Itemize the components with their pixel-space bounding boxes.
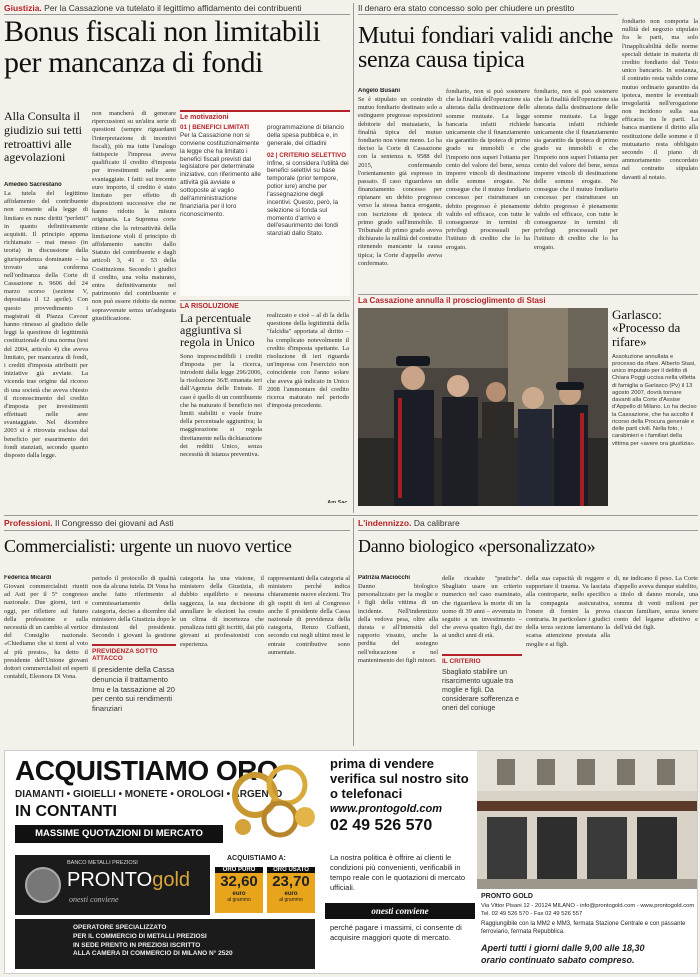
ad-headline: ACQUISTIAMO ORO [15, 755, 279, 786]
photo-caption [612, 308, 698, 508]
box-item-text: Per la Cassazione non si conviene costituzionalmente la legge che ha limitato i benefici fiscali previsti dal legislatore per determinate iniziative, con riferimento alle attività già avviate e sottoposte al vaglio dell'amministrazione finanziaria per il loro riconoscimento. [180, 132, 261, 218]
article-column [4, 182, 88, 500]
ad-banner: onesti conviene [325, 903, 475, 919]
article-column [268, 575, 350, 743]
box-text: Il presidente della Cassa denuncia il trattamento Imu e la tassazione al 20 per cento sui rendimenti finanziari [92, 665, 175, 713]
body-text: Danno biologico personalizzato per la moglie e i figli della vittima di un incidente. Nell'indennizzo della vedova pesa, oltre alla durata e all'intensità del rapporto vissuto, anche la perdita del sostegno nell'educazione e nel mantenimento dei figli minori. [358, 583, 438, 664]
article-kicker: L'indennizzo. Da calibrare [358, 518, 460, 528]
body-text: Se è stipulato un contratto di mutuo fondiario destinato solo a estinguere pregresse esposizioni debitorie del mutuatario, la finalità tipica del mutuo fondiario non viene meno. Lo ha deciso la Corte di Cassazione con la sentenza n. 9588 del 2015, confermando l'orientamento già espresso in passato. Il caso riguardava un finanziamento concesso per ripianare un debito pregresso verso la stessa banca erogante, con iscrizione di ipoteca di primo grado sull'immobile. Il Tribunale di primo grado aveva dichiarato la nullità del contratto ritenendo mancante la causa tipica; la Corte d'appello aveva confermato. [358, 96, 442, 267]
body-text: rappresentanti della categoria al ministero perché indica chiaramente nuove elezioni. Tra gli ospiti di ieri al Congresso anche il presidente della Cassa nazionale di previdenza della categoria, Renzo Guffanti, secondo cui negli ultimi mesi le entrate contributive sono aumentate. [268, 575, 350, 656]
body-text: fondiario, non si può sostenere che la finalità dell'operazione sia alterata dalla destinazione delle somme mutuate. La legge bancaria infatti richiede unicamente che il finanziamento sia garantito da ipoteca di primo grado su immobili e che l'importo non superi l'ottanta per cento del valore del bene, senza imporre vincoli di destinazione delle somme erogate. Ne consegue che il mutuo fondiario concesso per ristrutturare un debito pregresso è pienamente valido ed efficace, con tutte le conseguenze in termini di privilegi processuali per l'istituto di credito che lo ha erogato. [534, 88, 618, 251]
box-item-title: 02 | CRITERIO SELETTIVO [267, 151, 347, 159]
article-kicker: Professioni. Il Congresso dei giovani ad Asti [4, 518, 174, 528]
ad-quote-bar: MASSIME QUOTAZIONI DI MERCATO [15, 825, 223, 843]
article-column [358, 88, 442, 288]
box-heading: PREVIDENZA SOTTO ATTACCO [92, 644, 176, 662]
byline: Amedeo Sacrestano [4, 182, 62, 188]
prontogold-logo: BANCO METALLI PREZIOSI PRONTOgold onesti conviene [15, 855, 210, 915]
body-text: periodo il protocollo di qualità non da alcuna tutela. Di Vona ha anche fatto riferimento al commissariamento della categoria, deciso a dicembre dal ministero della Giustizia dopo le dimissioni del presidente. Secondo i giovani la gestione [92, 575, 176, 640]
headline-danno: Danno biologico «personalizzato» [358, 536, 596, 556]
article-column [526, 575, 610, 743]
section-label: LA RISOLUZIONE [180, 303, 239, 310]
headline-bonus: Bonus fiscali non limitabili per mancanza di fondi [4, 15, 321, 79]
body-text: fondiario, non si può sostenere che la finalità dell'operazione sia alterata dalla destinazione delle somme mutuate. La legge bancaria infatti richiede unicamente che il finanziamento sia garantito da ipoteca di primo grado su immobili e che l'importo non superi l'ottanta per cento del valore del bene, senza imporre vincoli di destinazione delle somme erogate. Ne consegue che il mutuo fondiario concesso per ristrutturare un debito pregresso è pienamente valido ed efficace, con tutte le conseguenze in termini di privilegi processuali per l'istituto di credito che lo ha erogato. [446, 88, 530, 251]
ad-address: Via Vittor Pisani 12 - 20124 MILANO - info@prontogold.com - www.prontogold.com [481, 903, 695, 909]
ad-phone: 02 49 526 570 [330, 817, 433, 834]
acquistiamo-label: ACQUISTIAMO A: [227, 855, 286, 862]
headline-mutui: Mutui fondiari validi anche senza causa tipica [358, 23, 614, 74]
ad-hours: Aperti tutti i giorni dalle 9,00 alle 18,30 [481, 943, 645, 953]
byline: Federica Micardi [4, 575, 52, 581]
ad-vendita-line: prima di vendere [330, 756, 435, 771]
body-text: della sua capacità di reggere e supportare il trauma. Va lasciata alla controparte, nello specifico la compagnia assicurativa, l'onere di fornire la prova contraria. In particolare i giudici della terza sezione lamentano la scarsa attenzione prestata alla moglie e ai figli. [526, 575, 610, 648]
article-kicker: Giustizia. Per la Cassazione va tutelato il legittimo affidamento dei contribuenti [4, 3, 302, 13]
article-kicker: Il denaro era stato concesso solo per chiudere un prestito [358, 3, 575, 13]
price-oro-usato: ORO USATO 23,70 euro al grammo [267, 867, 315, 913]
sidebar-headline: La percentuale aggiuntiva si regola in Unico [180, 311, 255, 350]
article-column [442, 575, 522, 743]
body-text: Giovani commercialisti riuniti ad Asti per il 5° congresso nazionale. Due giorni, ieri e oggi, per riflettere sul futuro della professione e sulla necessità di un cambio al vertice del Consiglio nazionale. «Chiediamo che si torni al voto al più presto», ha detto il presidente dell'Unione giovani dottori commercialisti ed esperti contabili, Eleonora Di Vona. [4, 583, 88, 681]
article-column [92, 110, 176, 500]
caption-title: Garlasco: «Processo da rifare» [612, 308, 681, 349]
box-item-text: Infine, si considera l'utilità dei benefici selettivi su base temporale (prior tempore, potior iure) anche per l'assegnazione degli incentivi. Questo, però, la selezione si fonda sul momento d'arrivo e dell'esaurimento dei fondi stanziati dallo Stato. [267, 159, 349, 238]
ad-hours-note: orario continuato sabato compreso. [481, 955, 635, 965]
ad-items: DIAMANTI • GIOIELLI • MONETE • OROLOGI • ARGENTO [15, 789, 283, 800]
body-text: fondiario non comporta la nullità del negozio stipulato fra le parti, ma solo l'inapplicabilità delle norme speciali dettate in materia di credito fondiario dal Testo unico bancario. In sostanza, il contratto resta valido come mutuo ordinario garantito da ipoteca, mentre le eventuali irregolarità nell'erogazione non incidono sulla sua efficacia tra le parti. La banca mantiene il diritto alla restituzione delle somme e il mutuatario resta obbligato secondo il piano di ammortamento concordato nel contratto stipulato davanti al notaio. [622, 18, 698, 181]
photo-kicker: La Cassazione annulla il proscioglimento di Stasi [358, 296, 546, 305]
ad-tagline: perché pagare i massimi, ci consente di acquisire maggiori quote di mercato. [330, 923, 462, 943]
ad-directions: Raggiungibile con la MM2 e MM3, fermata Stazione Centrale e con passante ferroviario, fermata Repubblica. [481, 921, 686, 935]
box-item-title: 01 | BENEFICI LIMITATI [180, 124, 250, 131]
courtroom-photo [358, 308, 608, 506]
box-heading: IL CRITERIO [442, 654, 522, 665]
byline: Patrizia Maciocchi [358, 575, 411, 581]
gold-jewelry-image [225, 755, 325, 847]
storefront-photo [477, 751, 698, 889]
sidebar-article [180, 303, 350, 503]
ad-site-link[interactable]: www.prontogold.com [330, 803, 443, 815]
article-column [622, 18, 698, 288]
headline-commercialisti: Commercialisti: urgente un nuovo vertice [4, 536, 292, 556]
article-column [180, 575, 264, 743]
operatore-box: OPERATORE SPECIALIZZATO PER IL COMMERCIO DI METALLI PREZIOSI IN SEDE PRENTO IN PREZIOSI ISCRITTO ALLA CAMERA DI COMMERCIO DI MILANO N° 2520 [15, 919, 315, 969]
prontogold-ad [4, 750, 698, 974]
body-text: Sono imprescindibili i crediti d'imposta per la ricerca, introdotti dalla legge 296/2006, la risoluzione 36/E emanata ieri dall'Agenzia delle Entrate. Il caso è quello di un contribuente che ha maturato il beneficio nei limiti stabiliti e vuole fruire della percentuale aggiuntiva; la maggiorazione si regola direttamente nella dichiarazione dei redditi Unico, senza necessità di istanza preventiva. [180, 352, 262, 458]
byline: Angelo Busani [358, 88, 401, 94]
caption-text: Assoluzione annullata e processo da rifare. Alberto Stasi, unico imputato per il delitto di Chiara Poggi uccisa nella villetta di famiglia a Garlasco (Pv) il 13 agosto 2007, dovrà tornare davanti alla Corte d'Assise d'Appello di Milano. Lo ha deciso la Cassazione, che ha accolto il ricorso della Procura generale e delle parti civili. Nella foto, i carabinieri e i familiari della vittima per «avere ora giustizia». [612, 353, 697, 447]
sidebar-box [180, 110, 350, 296]
box-text: Sbagliato stabilire un risarcimento uguale tra moglie e figli. Da considerare sofferenza e oneri del coniuge [442, 669, 519, 713]
body-text: non mancherà di generare ripercussioni su un'altra serie di questioni (sempre riguardanti l'interpretazione di incentivi fiscali), più ma tutte l'analogo fattispecie l'impresa aveva qualificato il credito d'imposta per investimenti nelle aree svantaggiate. I fatti: sui trecento euro importo, il credito è stato limitato per effetto di disposizioni successive che ne hanno ridotto la misura originaria. La Suprema corte ritiene che la retroattività della limitazione violi il principio di affidamento sancito dallo Statuto del contribuente e dagli articoli 3, 41 e 53 della Costituzione. Secondo i giudici il credito, una volta maturato, entra definitivamente nel patrimonio del contribuente e non può essere ridotto da norme sopravvenute senza un'adeguata giustificazione. [92, 110, 176, 322]
article-column [358, 575, 438, 743]
ad-tel: Tel. 02 49 526 570 - Fax 02 49 526 557 [481, 911, 583, 917]
article-column [446, 88, 530, 288]
ad-description: La nostra politica è offrire ai clienti le condizioni più convenienti, verificabili in tempo reale con le quotazioni di mercato ufficiali. [330, 853, 466, 893]
article-column [92, 575, 176, 743]
price-oro-puro: ORO PURO 32,60 euro al grammo [215, 867, 263, 913]
ad-vendita-line: o telefonaci [330, 785, 403, 801]
body-text: realizzato e cioè – al di la della questione della legittimità della "falcidia" apportata al diritto – ha complicato notevolmente il credito d'imposta spettante. La risoluzione di ieri riguarda un'impresa con l'esercizio non coincidente con l'anno solare che aveva già indicato in Unico 2008 l'ammontare del credito ricerca maturato nel periodo d'imposta precedente. [267, 312, 349, 410]
body-text: delle ricadute "pratiche". Sbagliato usare un criterio numerico nel caso esaminato, che riguardava la morte di un uomo di 39 anni – avvenuta in seguito a un investimento – che aveva quattro figli, dai tre ai undici anni di età. [442, 575, 522, 640]
logo-emblem [25, 867, 61, 903]
ad-cash: IN CONTANTI [15, 803, 117, 820]
body-text: di, ne indicano il peso. La Corte d'appello aveva dunque stabilito, a titolo di danno morale, una somma di venti milioni per ciascun familiare, senza tenere conto del legame affettivo e dell'età dei figli. [614, 575, 698, 632]
article-column [614, 575, 698, 743]
deck: Alla Consulta il giudizio sui tetti retroattivi alle agevolazioni [4, 109, 82, 165]
ad-store-name: PRONTO GOLD [481, 893, 533, 900]
body-text: categoria ha una visione, il ministero della Giustizia, di dubbio equilibrio e nessuna saggezza, la sua decisione di annullare le elezioni ha creato un clima di incertezza che penalizza tutti gli iscritti, dai più giovani ai professionisti con esperienza. [180, 575, 264, 648]
article-column [4, 575, 88, 743]
byline: Am.Sac. [327, 500, 349, 503]
box-item-text: programmazione di bilancio della spesa pubblica e, in generale, dei cittadini [267, 124, 345, 147]
ad-vendita-line: verifica sul nostro sito [330, 770, 469, 786]
body-text: La tutela del legittimo affidamento del contribuente non consente alla legge di limitare ex nunc diritti "perfetti" in quanto definitivamente acquisiti. Il principio appena richiamato – mai messo (in teoria) in discussione dalla giurisprudenza dominante – ha trovato una conferma nell'ordinanza della Corte di Cassazione n. 9606 del 24 marzo scorso (sezione V, depositata il 12 aprile). Con questo provvedimento i magistrati di Piazza Cavour hanno rimesso al giudizio delle leggi la questione di legittimità costituzionale di una norma (tesi del 2004, articolo 4) che aveva limitato, per mancanza di fondi, i crediti d'imposta attribuiti per iniziative già avviate. La vicenda trae origine dal ricorso di una società che aveva chiesto il riconoscimento del credito d'imposta per investimenti effettuati nelle aree svantaggiate. Nel dicembre 2003 si è ritrovata esclusa dal beneficio per esaurimento dei fondi stanziati, secondo quanto disposto dalla legge. [4, 190, 88, 459]
box-heading: Le motivazioni [180, 110, 350, 121]
article-column [534, 88, 618, 288]
